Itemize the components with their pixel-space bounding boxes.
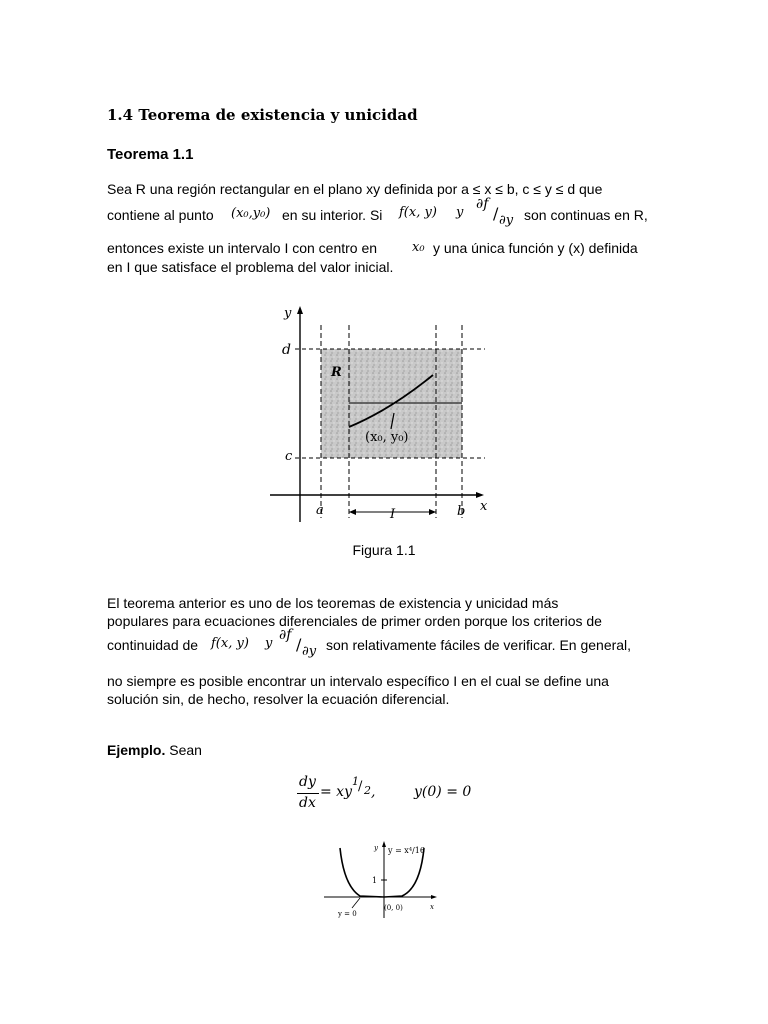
theorem-line-4: en I que satisface el problema del valor inicial. [107, 259, 394, 275]
figure-1-1-caption: Figura 1.1 [352, 542, 416, 558]
fig2-curve-right [384, 848, 424, 897]
theorem-line-2-pre: contiene al punto [107, 207, 214, 223]
theorem-line-3-pre: entonces existe un intervalo I con centro en [107, 240, 378, 256]
paragraph-2-line-1: El teorema anterior es uno de los teoremas de existencia y unicidad más [107, 595, 559, 611]
fig2-pointer [352, 898, 360, 908]
fig2-label-x: x [430, 903, 434, 911]
y-conj-math: y [456, 205, 464, 220]
point-math: (x₀,y₀) [231, 206, 271, 221]
label-d: d [282, 342, 291, 358]
example-label: Ejemplo. [107, 742, 166, 758]
theorem-line-2 [107, 196, 661, 236]
x-axis-arrow [476, 492, 484, 498]
section-title: 1.4 Teorema de existencia y unicidad [107, 106, 418, 124]
fig2-label-origin: (0, 0) [384, 904, 403, 912]
eq-exp-slash: / [358, 779, 363, 794]
fig2-label-curve: y = x⁴/16 [388, 846, 425, 855]
theorem-line-2-mid: en su interior. Si [282, 207, 383, 223]
example [107, 742, 202, 758]
label-c: c [285, 449, 293, 464]
paragraph-2-line-2: populares para ecuaciones diferenciales de primer orden porque los criterios de [107, 613, 602, 629]
x0-math: x₀ [412, 240, 425, 255]
partial-slash: / [493, 204, 499, 223]
eq-exp-num: 1 [352, 775, 359, 788]
f-xy-math-2: f(x, y) [211, 636, 249, 651]
theorem-line-2-post: son continuas en R, [524, 207, 648, 223]
label-y: y [284, 306, 292, 321]
label-b: b [457, 504, 466, 519]
partial-f-num-2: ∂f [279, 627, 292, 643]
partial-f-num: ∂f [476, 196, 489, 212]
paragraph-2-line-4: no siempre es posible encontrar un intervalo específico I en el cual se define una [107, 673, 609, 689]
partial-y-den: ∂y [499, 213, 514, 228]
figure-1-1 [270, 300, 490, 530]
theorem-line-1: Sea R una región rectangular en el plano xy definida por a ≤ x ≤ b, c ≤ y ≤ d que [107, 181, 603, 197]
label-x: x [480, 499, 488, 514]
theorem-title: Teorema 1.1 [107, 146, 194, 163]
eq-dx: dx [299, 795, 316, 811]
eq-dy: dy [299, 774, 316, 790]
label-point: (x₀, y₀) [365, 430, 409, 445]
fig2-label-one: 1 [372, 876, 378, 885]
figure-2 [320, 838, 440, 922]
eq-tail: , [371, 784, 376, 800]
interval-arrow-right [429, 509, 436, 515]
fig2-label-y0: y = 0 [338, 910, 357, 918]
y-conj-math-2: y [265, 636, 273, 651]
label-I: I [390, 507, 396, 522]
interval-arrow-left [349, 509, 356, 515]
partial-slash-2: / [296, 635, 302, 654]
eq-exp-den: 2 [364, 784, 371, 797]
example-text: Sean [169, 742, 202, 758]
paragraph-2-line-3-post: son relativamente fáciles de verificar. En general, [326, 637, 632, 653]
theorem-line-3 [107, 240, 661, 260]
eq-initial: y(0) = 0 [414, 784, 472, 800]
partial-y-den-2: ∂y [302, 644, 317, 659]
paragraph-2-line-5: solución sin, de hecho, resolver la ecuación diferencial. [107, 691, 450, 707]
fig2-label-y: y [374, 844, 378, 852]
fig2-curve-left [340, 848, 384, 897]
fig2-y-arrow [382, 841, 386, 847]
label-R: R [331, 365, 342, 380]
f-xy-math: f(x, y) [399, 205, 437, 220]
paragraph-2-line-3-pre: continuidad de [107, 637, 199, 653]
y-axis-arrow [297, 306, 303, 314]
example-equation [297, 772, 497, 816]
fig2-x-arrow [431, 895, 437, 899]
label-a: a [316, 503, 324, 518]
eq-fraction-bar [297, 793, 319, 794]
theorem-line-3-post: y una única función y (x) definida [433, 240, 638, 256]
paragraph-2-line-3 [107, 627, 661, 664]
eq-rhs: = xy [320, 784, 352, 800]
